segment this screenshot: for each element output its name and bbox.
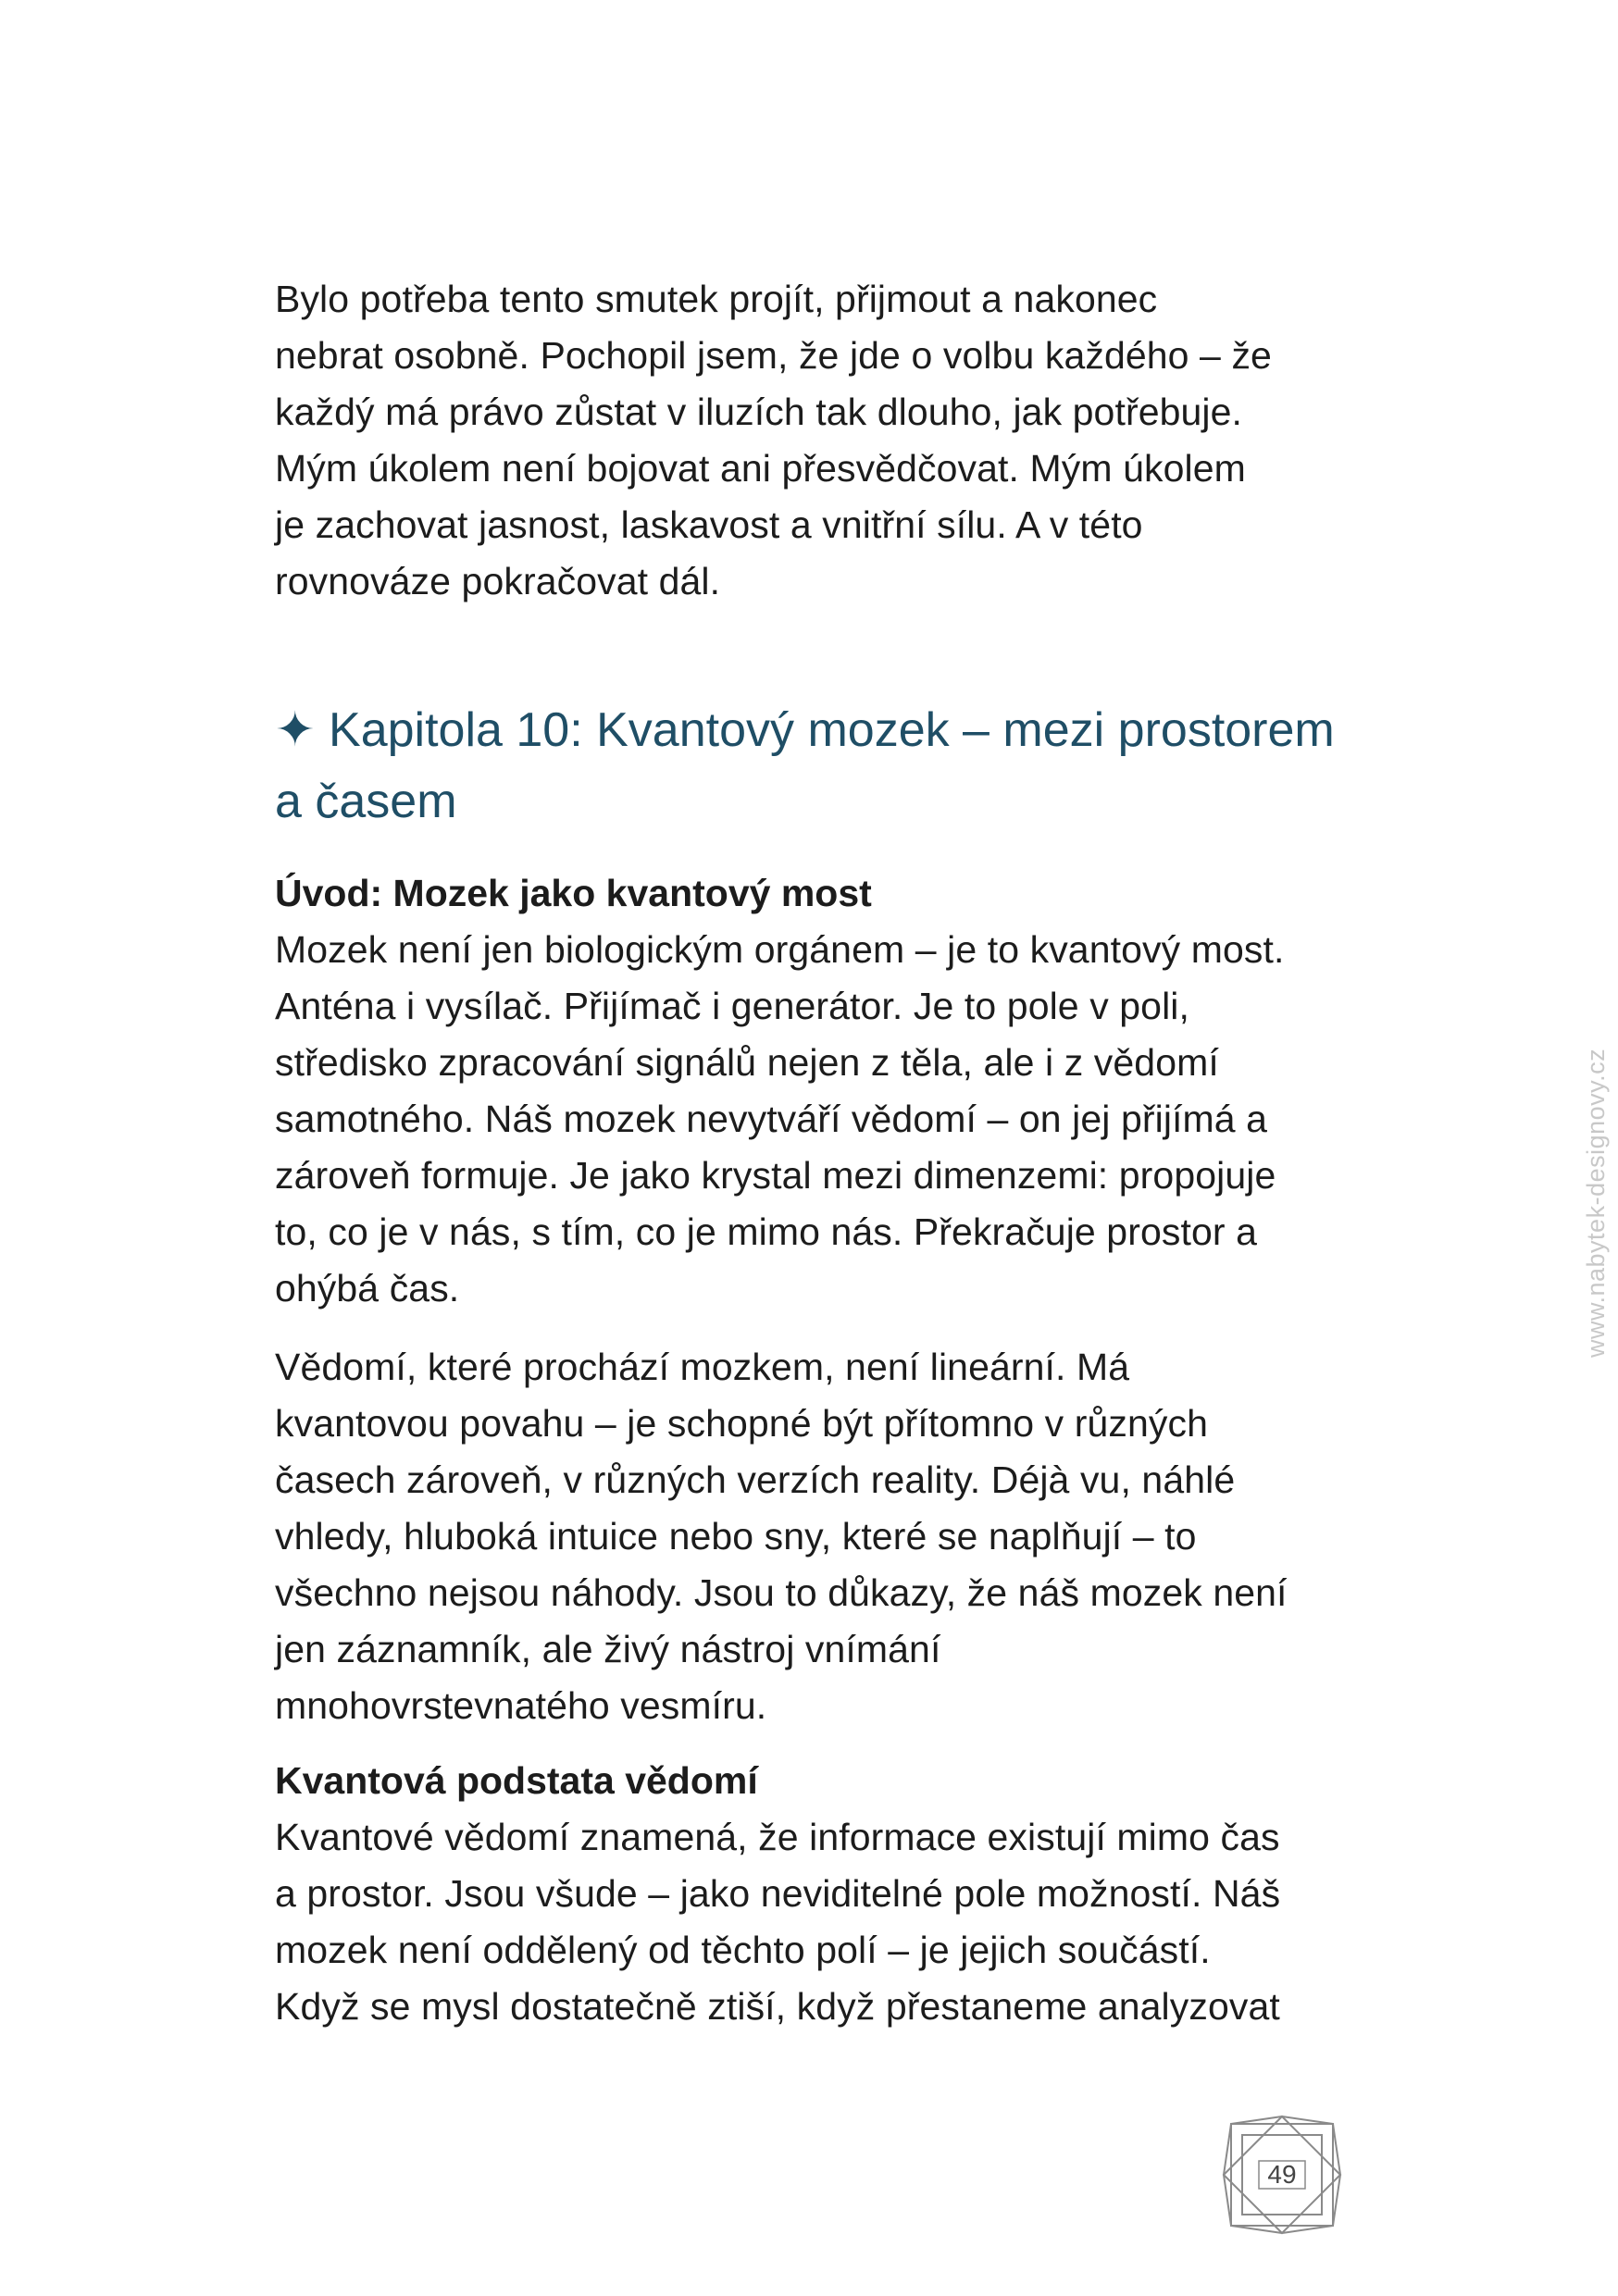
page-number-ornament	[1222, 2115, 1342, 2235]
section-heading-intro: Úvod: Mozek jako kvantový most	[275, 872, 872, 914]
chapter-title: ✦ Kapitola 10: Kvantový mozek – mezi prostorem a časem	[275, 703, 1335, 828]
page-content	[275, 271, 1367, 2035]
section-intro-paragraph-2: Vědomí, které prochází mozkem, není lineární. Má kvantovou povahu – je schopné být přítomno v různých časech zároveň, v různých verzích reality. Déjà vu, náhlé vhledy, hluboká intuice nebo sny, které se naplňují – to všechno nejsou náhody. Jsou to důkazy, že náš mozek není jen záznamník, ale živý nástroj vnímání mnohovrstevnatého vesmíru.	[275, 1346, 1288, 1727]
watermark-url: www.nabytek-designovy.cz	[1582, 1048, 1610, 1358]
section-quantum-paragraph-1: Kvantové vědomí znamená, že informace existují mimo čas a prostor. Jsou všude – jako neviditelné pole možností. Náš mozek není oddělený od těchto polí – je jejich součástí. Když se mysl dostatečně ztiší, když přestaneme analyzovat	[275, 1816, 1281, 2028]
section-intro-paragraph-1: Mozek není jen biologickým orgánem – je to kvantový most. Anténa i vysílač. Přijímač i generátor. Je to pole v poli, středisko zpracování signálů nejen z těla, ale i z vědomí samotného. Náš mozek nevytváří vědomí – on jej přijímá a zároveň formuje. Je jako krystal mezi dimenzemi: propojuje to, co je v nás, s tím, co je mimo nás. Překračuje prostor a ohýbá čas.	[275, 928, 1285, 1309]
intro-paragraph: Bylo potřeba tento smutek projít, přijmout a nakonec nebrat osobně. Pochopil jsem, že jde o volbu každého – že každý má právo zůstat v iluzích tak dlouho, jak potřebuje. Mým úkolem není bojovat ani přesvědčovat. Mým úkolem je zachovat jasnost, laskavost a vnitřní sílu. A v této rovnováze pokračovat dál.	[275, 278, 1272, 602]
section-heading-quantum: Kvantová podstata vědomí	[275, 1759, 758, 1802]
page-number: 49	[1267, 2160, 1297, 2189]
